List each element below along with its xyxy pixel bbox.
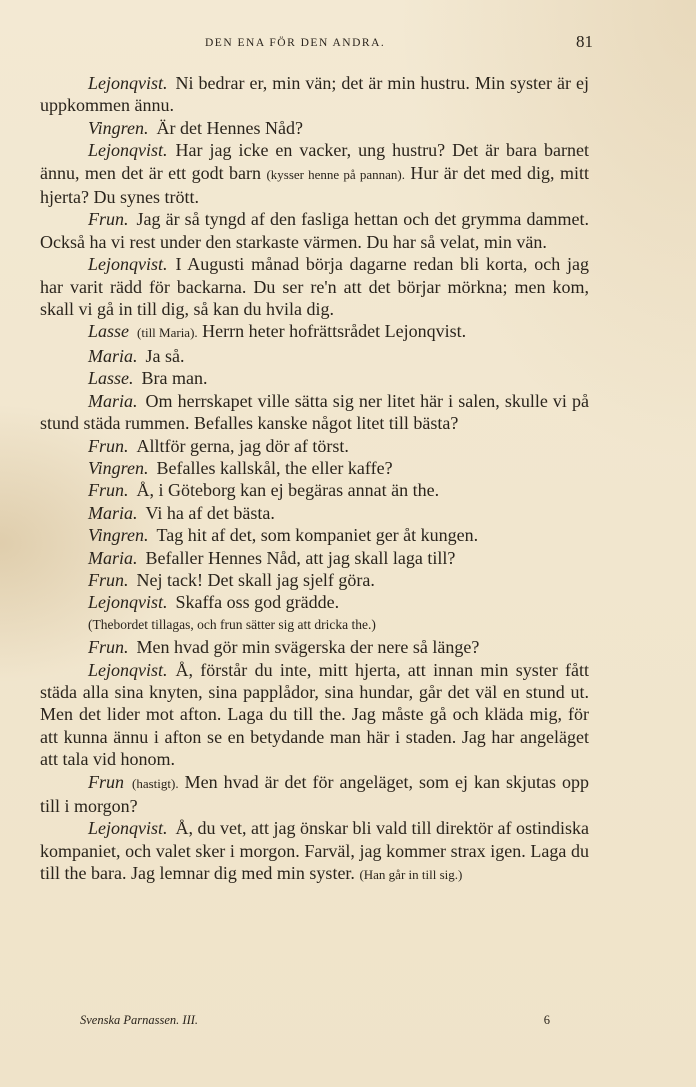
spoken-text: Nej tack! Det skall jag sjelf göra. — [136, 569, 375, 590]
spoken-text: Bra man. — [141, 368, 208, 389]
spoken-text: Befalles kallskål, the eller kaffe? — [156, 457, 393, 478]
speaker-name: Frun. — [88, 637, 129, 658]
speaker-name: Maria. — [88, 502, 138, 523]
dialogue-text — [40, 72, 589, 887]
dialogue-paragraph — [40, 390, 589, 435]
speaker-name: Frun. — [88, 480, 129, 501]
stage-direction: (hastigt). — [132, 775, 179, 791]
dialogue-paragraph — [40, 117, 589, 139]
dialogue-paragraph — [40, 547, 589, 569]
dialogue-paragraph — [40, 435, 589, 457]
spoken-text: I Augusti månad börja dagarne redan bli korta, och jag har varit rädd för backarna. Du ser re'n att det börjar mörkna; men kom, skall vi gå in till dig, så kan du hvila dig. — [40, 254, 589, 320]
dialogue-paragraph — [40, 591, 589, 613]
spoken-text: Alltför gerna, jag dör af törst. — [136, 435, 349, 456]
speaker-name: Vingren. — [88, 457, 149, 478]
dialogue-paragraph — [40, 320, 589, 344]
dialogue-paragraph — [40, 139, 589, 208]
spoken-text: Befaller Hennes Nåd, att jag skall laga till? — [145, 547, 456, 568]
stage-direction-line — [40, 614, 589, 636]
page-header — [40, 34, 593, 54]
speaker-name: Maria. — [88, 390, 138, 411]
stage-direction: (Thebordet tillagas, och frun sätter sig att dricka the.) — [88, 616, 376, 632]
speaker-name: Maria. — [88, 547, 138, 568]
spoken-text: Jag är så tyngd af den fasliga hettan och det grymma dammet. Också ha vi rest under den starkaste värmen. Du har så velat, min vän. — [40, 209, 589, 252]
spoken-text: Herrn heter hofrättsrådet Lejonqvist. — [197, 321, 467, 342]
dialogue-paragraph — [40, 659, 589, 771]
spoken-text: Tag hit af det, som kompaniet ger åt kungen. — [156, 525, 479, 546]
page-footer — [80, 1013, 550, 1031]
dialogue-paragraph — [40, 457, 589, 479]
speaker-name: Lejonqvist. — [88, 818, 168, 839]
speaker-name: Frun. — [88, 569, 129, 590]
dialogue-paragraph — [40, 345, 589, 367]
spoken-text: Men hvad är det för angeläget, som ej kan skjutas opp till i morgon? — [40, 771, 589, 816]
spoken-text: Å, i Göteborg kan ej begäras annat än the. — [136, 480, 440, 501]
speaker-name: Vingren. — [88, 525, 149, 546]
spoken-text: Men hvad gör min svägerska der nere så länge? — [136, 637, 480, 658]
dialogue-paragraph — [40, 569, 589, 591]
running-head: DEN ENA FÖR DEN ANDRA. — [205, 37, 386, 49]
speaker-name: Frun. — [88, 209, 129, 230]
dialogue-paragraph — [40, 636, 589, 658]
speaker-name: Lasse — [88, 321, 130, 342]
spoken-text: Skaffa oss god grädde. — [175, 592, 340, 613]
spoken-text: Å, du vet, att jag önskar bli vald till direktör af ostindiska kompaniet, och valet sker i morgon. Farväl, jag kommer strax igen. Laga du till the bara. Jag lemnar dig med min syster. — [40, 818, 589, 884]
speaker-name: Lejonqvist. — [88, 73, 168, 93]
dialogue-paragraph — [40, 72, 589, 117]
page-number: 81 — [576, 32, 593, 51]
dialogue-paragraph — [40, 771, 589, 818]
speaker-name: Lasse. — [88, 368, 134, 389]
dialogue-paragraph — [40, 208, 589, 253]
dialogue-paragraph — [40, 524, 589, 546]
stage-direction: (till Maria). — [137, 325, 198, 341]
speaker-name: Lejonqvist. — [88, 254, 168, 275]
spoken-text: Har jag icke en vacker, ung hustru? Det är bara barnet ännu, men det är ett godt barn — [40, 140, 589, 183]
speaker-name: Frun. — [88, 435, 129, 456]
spoken-text: Å, förstår du inte, mitt hjerta, att innan min syster fått städa alla sina knyten, sina papplådor, sina hundar, går det väl en stund ut. Men det lider mot afton. Laga du till the. Jag måste gå och kläda mig, för att kunna ännu i afton se en betydande man här i staden. Jag har angeläget att tala vid honom. — [40, 659, 589, 770]
dialogue-paragraph — [40, 367, 589, 389]
dialogue-paragraph — [40, 817, 589, 886]
speaker-name: Lejonqvist. — [88, 659, 168, 680]
dialogue-paragraph — [40, 502, 589, 524]
speaker-name: Vingren. — [88, 117, 149, 138]
footer-title: Svenska Parnassen. III. — [80, 1013, 199, 1027]
stage-direction: (Han går in till sig.) — [359, 867, 463, 883]
spoken-text: Ja så. — [145, 345, 185, 366]
speaker-name: Lejonqvist. — [88, 592, 168, 613]
spoken-text: Är det Hennes Nåd? — [156, 117, 303, 138]
dialogue-paragraph — [40, 253, 589, 320]
speaker-name: Lejonqvist. — [88, 140, 168, 161]
spoken-text: Hur är det med dig, mitt hjerta? Du synes trött. — [40, 162, 589, 208]
spoken-text: Vi ha af det bästa. — [145, 502, 275, 523]
spoken-text: Ni bedrar er, min vän; det är min hustru. Min syster är ej uppkommen ännu. — [40, 73, 589, 116]
spoken-text: Om herrskapet ville sätta sig ner litet här i salen, skulle vi på stund städa rummen. Befalles kanske något litet till bästa? — [40, 390, 589, 434]
speaker-name: Maria. — [88, 345, 138, 366]
dialogue-paragraph — [40, 479, 589, 501]
speaker-name: Frun — [88, 771, 124, 792]
stage-direction: (kysser henne på pannan). — [266, 166, 405, 182]
signature-mark: 6 — [543, 1013, 550, 1027]
